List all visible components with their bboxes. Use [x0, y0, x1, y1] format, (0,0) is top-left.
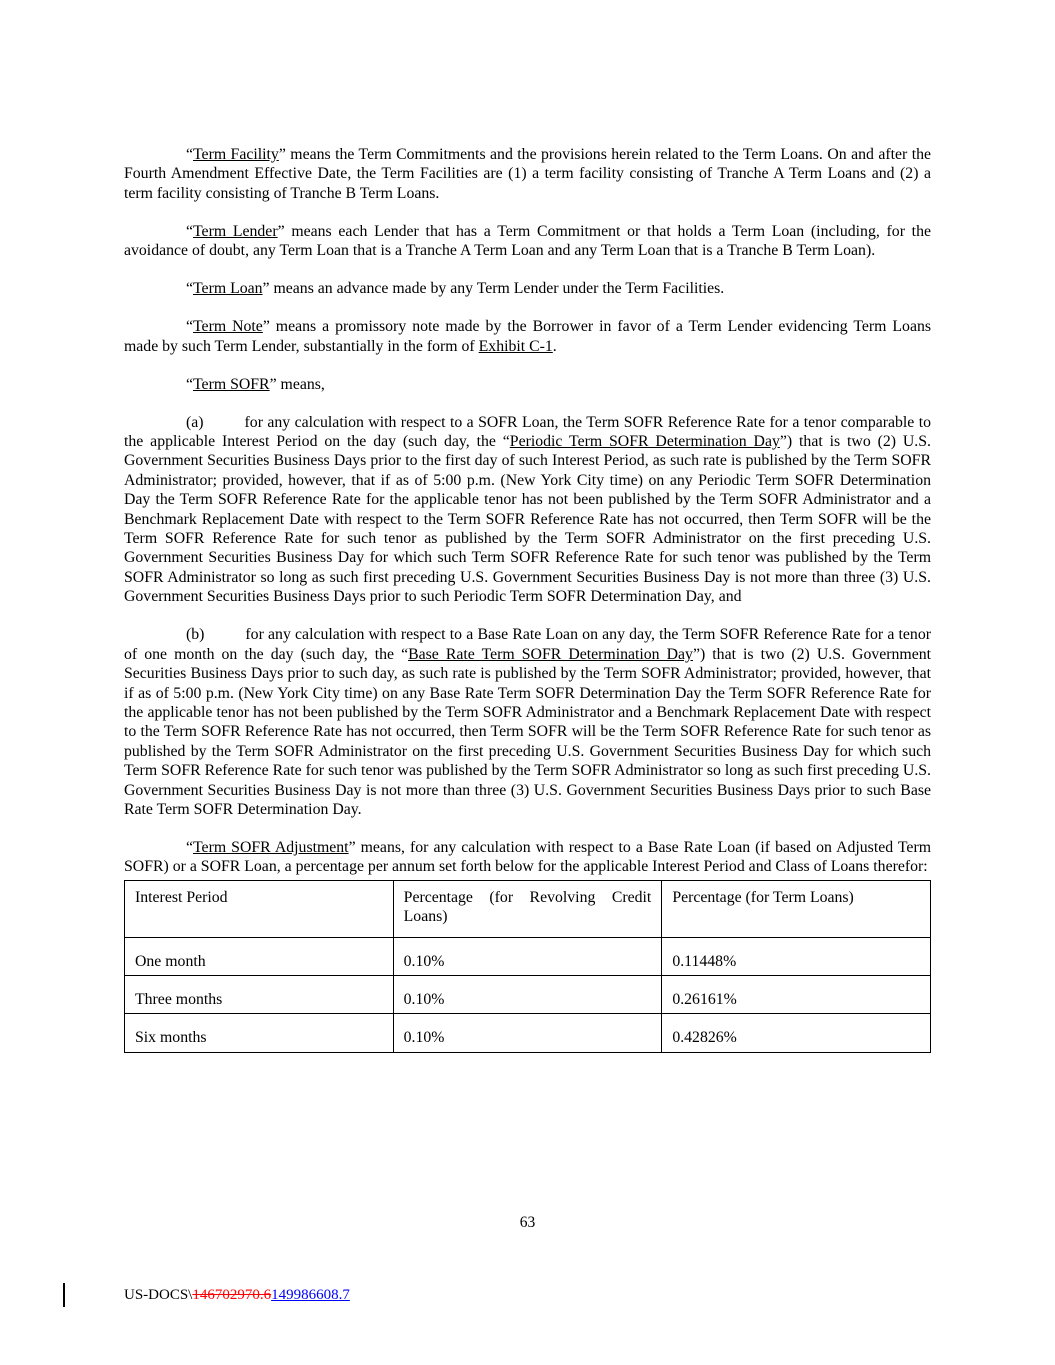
defined-term-periodic-term-sofr-determination-day: Periodic Term SOFR Determination Day [509, 433, 780, 451]
paragraph-term-note [124, 317, 931, 356]
paragraph-clause-a [124, 413, 931, 607]
cell-revolving-pct: 0.10% [393, 937, 662, 975]
document-body [124, 145, 931, 1053]
table-header-row [125, 880, 931, 937]
defined-term-term-loan: Term Loan [193, 280, 263, 298]
table-row [125, 1014, 931, 1052]
open-quote: “ [186, 280, 194, 298]
defined-term-term-sofr-adjustment: Term SOFR Adjustment [193, 838, 349, 856]
cell-term-pct: 0.42826% [662, 1014, 931, 1052]
paragraph-text: for any calculation with respect to a Base Rate Loan on any day, the Term SOFR Reference Rate for a tenor of one month on the day (such day, the “ [124, 626, 931, 663]
defined-term-term-lender: Term Lender [193, 222, 278, 240]
open-quote: “ [186, 838, 194, 856]
paragraph-text: ” means an advance made by any Term Lender under the Term Facilities. [262, 280, 725, 298]
paragraph-text: ”) that is two (2) U.S. Government Securities Business Days prior to such day, as such rate is published by the Term SOFR Administrator; provided, however, that if as of 5:00 p.m. (New York City time) on any Base Rate Term SOFR Determination Day the Term SOFR Reference Rate for the applicable tenor has not been published by the Term SOFR Administrator and a Benchmark Replacement Date with respect to the Term SOFR Reference Rate has not occurred, then Term SOFR will be the Term SOFR Reference Rate for such tenor as published by the Term SOFR Administrator on the first preceding U.S. Government Securities Business Day for which such Term SOFR Reference Rate for such tenor was published by the Term SOFR Administrator so long as such first preceding U.S. Government Securities Business Day is not more than three (3) U.S. Government Securities Business Days prior to such Base Rate Term SOFR Determination Day. [124, 645, 932, 818]
cell-revolving-pct: 0.10% [393, 1014, 662, 1052]
revision-change-bar [63, 1283, 65, 1307]
table-row [125, 975, 931, 1013]
doc-number-inserted: 149986608.7 [271, 1287, 350, 1303]
paragraph-term-sofr [124, 375, 931, 394]
clause-label-b: (b) [186, 626, 205, 644]
paragraph-term-loan [124, 279, 931, 298]
paragraph-text: . [552, 337, 557, 355]
cell-term-pct: 0.11448% [662, 937, 931, 975]
exhibit-reference: Exhibit C-1 [478, 337, 553, 355]
table-row [125, 937, 931, 975]
cell-term-pct: 0.26161% [662, 975, 931, 1013]
cell-period: Six months [125, 1014, 394, 1052]
sofr-adjustment-table [124, 880, 931, 1053]
cell-period: Three months [125, 975, 394, 1013]
paragraph-text: ” means a promissory note made by the Borrower in favor of a Term Lender evidencing Term Loans made by such Term Lender, substantially in the form of [124, 318, 932, 355]
paragraph-text: ” means, for any calculation with respect to a Base Rate Loan (if based on Adjusted Term SOFR) or a SOFR Loan, a percentage per annum set forth below for the applicable Interest Period and Class of Loans therefor: [124, 838, 931, 876]
header-interest-period: Interest Period [125, 880, 394, 937]
defined-term-term-sofr: Term SOFR [193, 375, 270, 393]
paragraph-text: ” means the Term Commitments and the provisions herein related to the Term Loans. On and after the Fourth Amendment Effective Date, the Term Facilities are (1) a term facility consisting of Tranche A Term Loans and (2) a term facility consisting of Tranche B Term Loans. [124, 146, 931, 202]
paragraph-clause-b [124, 625, 931, 819]
page-number: 63 [519, 1214, 536, 1231]
paragraph-text: ” means each Lender that has a Term Commitment or that holds a Term Loan (including, for the avoidance of doubt, any Term Loan that is a Tranche A Term Loan and any Term Loan that is a Tranche B Term Loan). [124, 222, 931, 260]
defined-term-term-facility: Term Facility [193, 146, 279, 163]
open-quote: “ [186, 146, 194, 163]
cell-revolving-pct: 0.10% [393, 975, 662, 1013]
open-quote: “ [186, 222, 194, 240]
open-quote: “ [186, 318, 194, 336]
defined-term-term-note: Term Note [193, 318, 263, 336]
paragraph-term-facility [124, 145, 931, 203]
defined-term-base-rate-term-sofr-determination-day: Base Rate Term SOFR Determination Day [408, 645, 693, 663]
paragraph-text: ” means, [269, 375, 325, 393]
footer-doc-id [124, 1286, 350, 1305]
header-percentage-revolving: Percentage (for Revolving Credit Loans) [393, 880, 662, 937]
open-quote: “ [186, 375, 194, 393]
header-percentage-term: Percentage (for Term Loans) [662, 880, 931, 937]
paragraph-term-sofr-adjustment [124, 838, 931, 877]
doc-id-prefix: US-DOCS\ [124, 1287, 193, 1303]
paragraph-text: for any calculation with respect to a SOFR Loan, the Term SOFR Reference Rate for a tenor comparable to the applicable Interest Period on the day (such day, the “ [124, 413, 931, 451]
cell-period: One month [125, 937, 394, 975]
doc-number-deleted: 146702970.6 [192, 1287, 272, 1303]
paragraph-text: ”) that is two (2) U.S. Government Securities Business Days prior to the first day of such Interest Period, as such rate is published by the Term SOFR Administrator; provided, however, that if as of 5:00 p.m. (New York City time) on any Periodic Term SOFR Determination Day the Term SOFR Reference Rate for the applicable tenor has not been published by the Term SOFR Administrator and a Benchmark Replacement Date with respect to the Term SOFR Reference Rate has not occurred, then Term SOFR will be the Term SOFR Reference Rate for such tenor as published by the Term SOFR Administrator on the first preceding U.S. Government Securities Business Day for which such Term SOFR Reference Rate for such tenor was published by the Term SOFR Administrator so long as such first preceding U.S. Government Securities Business Day is not more than three (3) U.S. Government Securities Business Days prior to such Periodic Term SOFR Determination Day, and [124, 433, 931, 606]
clause-label-a: (a) [186, 413, 204, 431]
paragraph-term-lender [124, 222, 931, 261]
